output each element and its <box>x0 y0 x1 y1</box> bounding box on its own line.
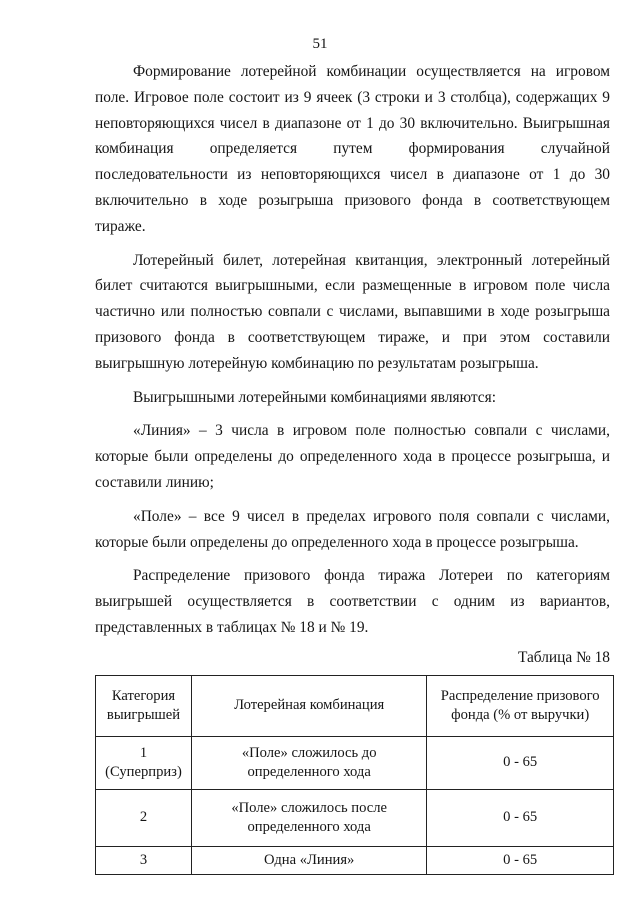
paragraph-winning-combinations-intro: Выигрышными лотерейными комбинациями являются: <box>133 388 496 406</box>
table-row <box>96 789 614 846</box>
paragraph-field-definition: «Поле» – все 9 чисел в пределах игрового поля совпали с числами, которые были определены до определенного хода в процессе розыгрыша. <box>95 507 610 551</box>
table-header-row <box>96 675 614 736</box>
paragraph-winning-ticket: Лотерейный билет, лотерейная квитанция, электронный лотерейный билет считаются выигрышными, если размещенные в игровом поле числа частично или полностью совпали с числами, выпавшими в ходе розыгрыша призового фонда в соответствующем тираже, и при этом составили выигрышную лотерейную комбинацию по результатам розыгрыша. <box>95 251 610 372</box>
cell-distribution: 0 - 65 <box>427 789 614 846</box>
header-combination: Лотерейная комбинация <box>191 675 426 736</box>
cell-combination: «Поле» сложилось после определенного хода <box>191 789 426 846</box>
cell-combination: «Поле» сложилось до определенного хода <box>191 736 426 789</box>
cell-category: 3 <box>96 846 192 874</box>
header-category: Категория выигрышей <box>96 675 192 736</box>
table-row <box>96 736 614 789</box>
cell-category: 1 (Суперприз) <box>96 736 192 789</box>
table-caption: Таблица № 18 <box>517 648 610 666</box>
cell-distribution: 0 - 65 <box>427 736 614 789</box>
cell-category: 2 <box>96 789 192 846</box>
header-distribution: Распределение призового фонда (% от выручки) <box>427 675 614 736</box>
paragraph-game-field: Формирование лотерейной комбинации осуществляется на игровом поле. Игровое поле состоит из 9 ячеек (3 строки и 3 столбца), содержащих 9 неповторяющихся чисел в диапазоне от 1 до 30 включительно. Выигрышная комбинация определяется путем формирования случайной последовательности из неповторяющихся чисел в диапазоне от 1 до 30 включительно в ходе розыгрыша призового фонда в соответствующем тираже. <box>95 63 610 235</box>
paragraph-line-definition: «Линия» – 3 числа в игровом поле полностью совпали с числами, которые были определены до определенного хода в процессе розыгрыша, и составили линию; <box>95 422 610 491</box>
paragraph-prize-distribution: Распределение призового фонда тиража Лотереи по категориям выигрышей осуществляется в соответствии с одним из вариантов, представленных в таблицах № 18 и № 19. <box>95 567 610 636</box>
prize-table <box>95 675 614 875</box>
cell-distribution: 0 - 65 <box>427 846 614 874</box>
document-body <box>95 59 610 875</box>
table-row <box>96 846 614 874</box>
page-number: 51 <box>312 36 328 52</box>
cell-combination: Одна «Линия» <box>191 846 426 874</box>
